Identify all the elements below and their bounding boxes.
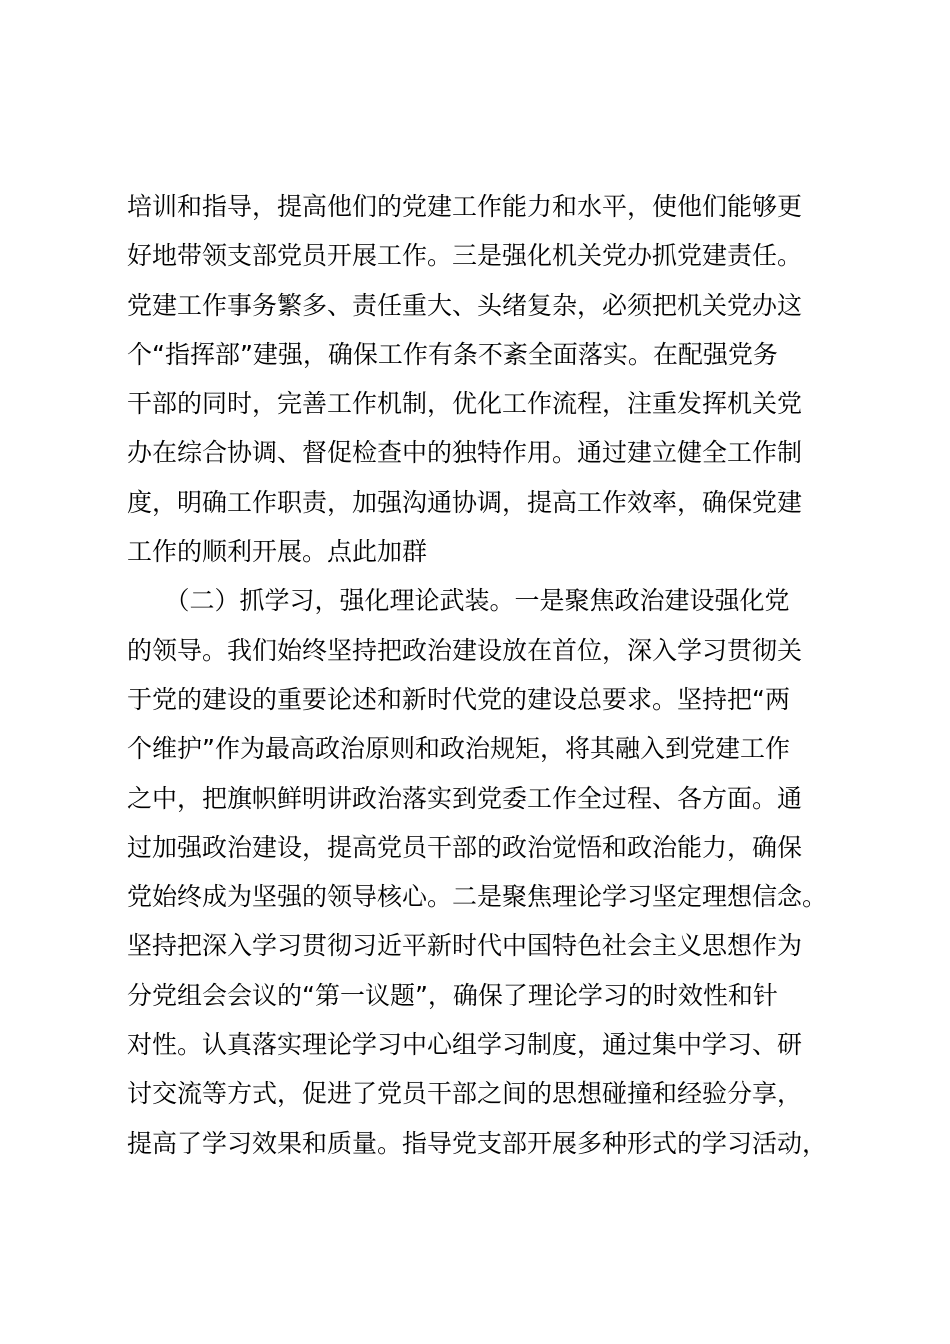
- text-line: 个维护”作为最高政治原则和政治规矩，将其融入到党建工作: [127, 734, 790, 764]
- text-line: 提高了学习效果和质量。指导党支部开展多种形式的学习活动，: [127, 1128, 828, 1158]
- text-line: 分党组会会议的“第一议题”，确保了理论学习的时效性和针: [127, 980, 778, 1010]
- text-line: 过加强政治建设，提高党员干部的政治觉悟和政治能力，确保: [127, 832, 803, 862]
- text-line: 度，明确工作职责，加强沟通协调，提高工作效率，确保党建: [127, 487, 803, 517]
- text-line: 个“指挥部”建强，确保工作有条不紊全面落实。在配强党务: [127, 339, 778, 369]
- text-line: 之中，把旗帜鲜明讲政治落实到党委工作全过程、各方面。通: [127, 783, 803, 813]
- section-heading-line: （二）抓学习，强化理论武装。一是聚焦政治建设强化党: [127, 586, 790, 616]
- body-text: [127, 182, 847, 1168]
- text-line: 党建工作事务繁多、责任重大、头绪复杂，必须把机关党办这: [127, 290, 803, 320]
- text-line: 工作的顺利开展。点此加群: [127, 537, 428, 567]
- text-line: 对性。认真落实理论学习中心组学习制度，通过集中学习、研: [127, 1030, 803, 1060]
- text-line: 坚持把深入学习贯彻习近平新时代中国特色社会主义思想作为: [127, 931, 803, 961]
- text-line: 好地带领支部党员开展工作。三是强化机关党办抓党建责任。: [127, 241, 803, 271]
- text-line: 于党的建设的重要论述和新时代党的建设总要求。坚持把“两: [127, 684, 790, 714]
- text-line: 的领导。我们始终坚持把政治建设放在首位，深入学习贯彻关: [127, 635, 803, 665]
- text-line: 办在综合协调、督促检查中的独特作用。通过建立健全工作制: [127, 438, 803, 468]
- text-line: 党始终成为坚强的领导核心。二是聚焦理论学习坚定理想信念。: [127, 882, 828, 912]
- text-line: 培训和指导，提高他们的党建工作能力和水平，使他们能够更: [127, 192, 803, 221]
- text-line: 干部的同时，完善工作机制，优化工作流程，注重发挥机关党: [127, 389, 803, 419]
- text-line: 讨交流等方式，促进了党员干部之间的思想碰撞和经验分享，: [127, 1079, 803, 1109]
